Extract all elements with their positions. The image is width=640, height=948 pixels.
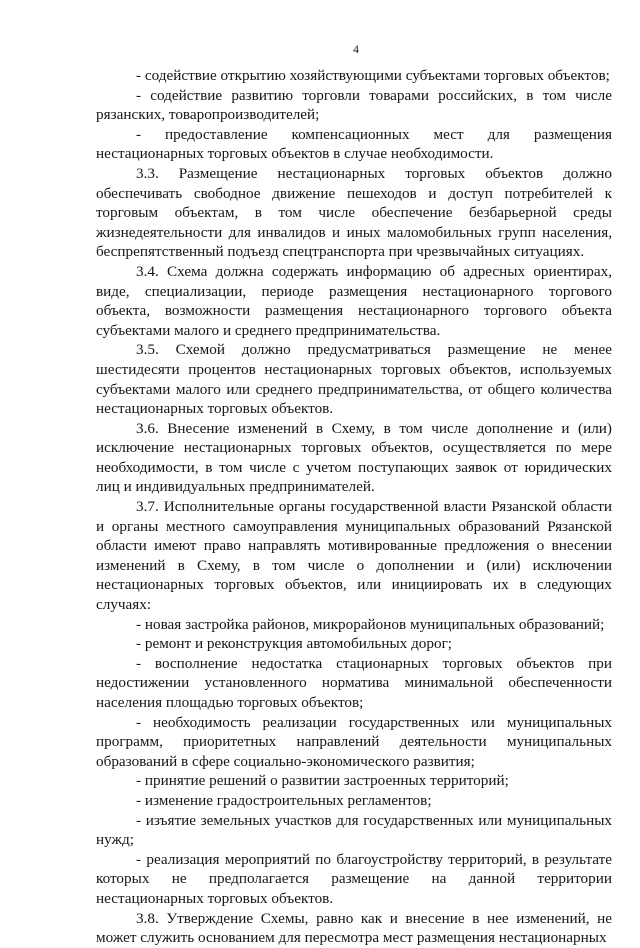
paragraph: - содействие развитию торговли товарами российских, в том числе рязанских, товаропроизводителей; [96, 86, 612, 124]
paragraph: - содействие открытию хозяйствующими субъектами торговых объектов; [136, 67, 610, 84]
paragraph: - реализация мероприятий по благоустройству территорий, в результате которых не предполагается размещение на данной территории нестационарных торговых объектов. [96, 850, 612, 907]
paragraph: 3.4. Схема должна содержать информацию об адресных ориентирах, виде, специализации, периоде размещения нестационарного торгового объекта, возможности размещения нестационарного торгового объекта субъектами малого и среднего предпринимательства. [96, 262, 612, 339]
paragraph: - предоставление компенсационных мест для размещения нестационарных торговых объектов в случае необходимости. [96, 125, 612, 163]
paragraph: - восполнение недостатка стационарных торговых объектов при недостижении установленного норматива минимальной обеспеченности населения площадью торговых объектов; [96, 654, 612, 711]
paragraph: 3.6. Внесение изменений в Схему, в том числе дополнение и (или) исключение нестационарных торговых объектов, осуществляется по мере необходимости, в том числе с учетом поступающих заявок от юридических лиц и индивидуальных предпринимателей. [96, 419, 612, 496]
paragraph: - ремонт и реконструкция автомобильных дорог; [136, 635, 453, 653]
paragraph: 3.3. Размещение нестационарных торговых объектов должно обеспечивать свободное движение пешеходов и доступ потребителей к торговым объектам, в том числе обеспечение безбарьерной среды жизнедеятельности для инвалидов и иных маломобильных групп населения, беспрепятственный подъезд спецтранспорта при чрезвычайных ситуациях. [96, 164, 612, 261]
paragraph: - новая застройка районов, микрорайонов муниципальных образований; [136, 615, 605, 633]
paragraph: - изменение градостроительных регламентов; [136, 791, 432, 809]
paragraph: - необходимость реализации государственных или муниципальных программ, приоритетных направлений деятельности муниципальных образований в сфере социально-экономического развития; [96, 713, 612, 770]
paragraph: - изъятие земельных участков для государственных или муниципальных нужд; [96, 811, 612, 849]
paragraph: 3.8. Утверждение Схемы, равно как и внесение в нее изменений, не может служить основанием для пересмотра мест размещения нестационарных [96, 909, 612, 947]
document-body [96, 66, 612, 948]
paragraph: 3.5. Схемой должно предусматриваться размещение не менее шестидесяти процентов нестационарных торговых объектов, используемых субъектами малого или среднего предпринимательства, от общего количества нестационарных торговых объектов. [96, 341, 612, 418]
page-number: 4 [353, 42, 359, 56]
paragraph: 3.7. Исполнительные органы государственной власти Рязанской области и органы местного самоуправления муниципальных образований Рязанской области имеют право направлять мотивированные предложения о внесении изменений в Схему, в том числе о дополнении и (или) исключении нестационарных торговых объектов, или инициировать их в следующих случаях: [96, 498, 612, 614]
paragraph: - принятие решений о развитии застроенных территорий; [136, 772, 509, 790]
